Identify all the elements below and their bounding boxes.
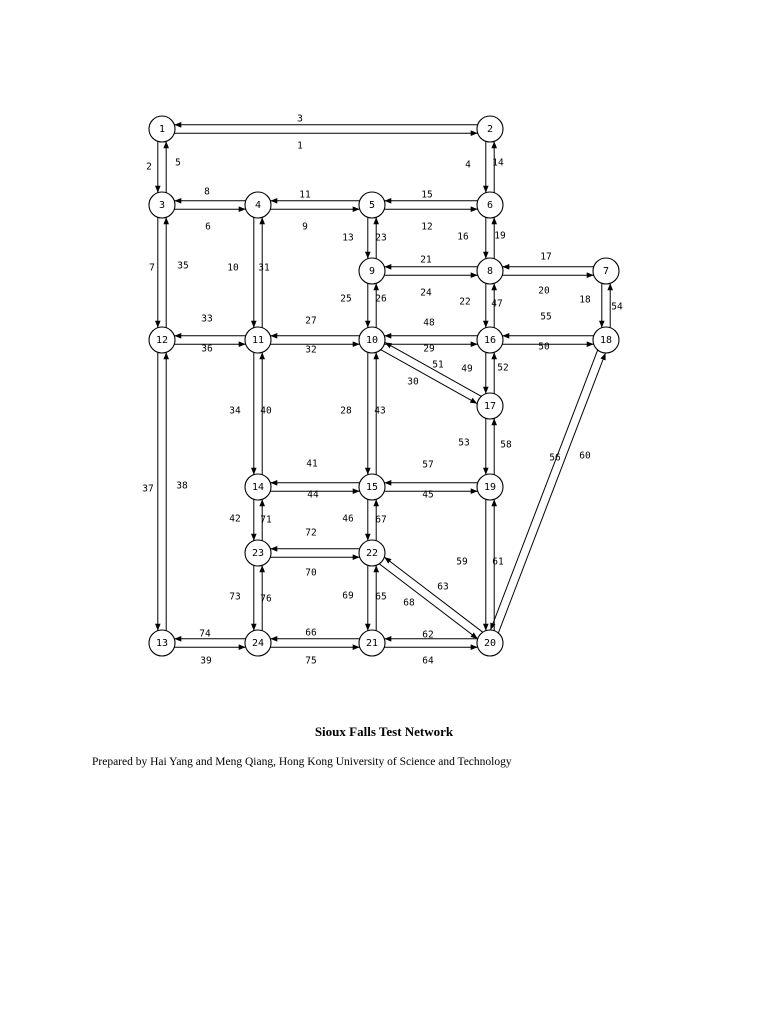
link-34-label: 34: [229, 405, 241, 417]
link-54-label: 54: [611, 301, 623, 313]
node-2: [477, 116, 503, 142]
link-12-label: 12: [421, 221, 433, 233]
link-15-label: 15: [421, 189, 433, 201]
node-3-label: 3: [158, 200, 166, 211]
link-62-label: 62: [422, 629, 434, 641]
link-33-label: 33: [201, 313, 213, 325]
link-55-label: 55: [540, 311, 552, 323]
link-35-label: 35: [177, 260, 189, 272]
link-60-arrow: [498, 353, 605, 633]
link-57-label: 57: [422, 459, 434, 471]
node-4: [245, 192, 271, 218]
node-1-label: 1: [158, 124, 166, 135]
node-9-label: 9: [368, 266, 376, 277]
link-70-label: 70: [305, 567, 317, 579]
link-65-label: 65: [375, 591, 387, 603]
node-20: [477, 630, 503, 656]
link-63-label: 63: [437, 581, 449, 593]
link-58-label: 58: [500, 439, 512, 451]
credit-line: Prepared by Hai Yang and Meng Qiang, Hong Kong University of Science and Technology: [92, 756, 512, 768]
link-19-label: 19: [494, 230, 506, 242]
link-74-label: 74: [199, 628, 211, 640]
node-5: [359, 192, 385, 218]
link-11-label: 11: [299, 189, 311, 201]
node-21: [359, 630, 385, 656]
link-5-label: 5: [175, 157, 181, 169]
node-24-label: 24: [251, 638, 265, 649]
link-71-label: 71: [260, 514, 272, 526]
link-39-label: 39: [200, 655, 212, 667]
link-59-label: 59: [456, 556, 468, 568]
link-38-label: 38: [176, 480, 188, 492]
node-20-label: 20: [483, 638, 497, 649]
link-26-label: 26: [375, 293, 387, 305]
node-23: [245, 540, 271, 566]
link-10-label: 10: [227, 262, 239, 274]
node-13: [149, 630, 175, 656]
node-16-label: 16: [483, 335, 497, 346]
link-56-label: 56: [549, 452, 561, 464]
diagram-title: Sioux Falls Test Network: [314, 724, 454, 739]
link-42-label: 42: [229, 513, 241, 525]
link-40-label: 40: [260, 405, 272, 417]
node-23-label: 23: [251, 548, 265, 559]
node-14-label: 14: [251, 482, 265, 493]
link-60-label: 60: [579, 450, 591, 462]
node-4-label: 4: [254, 200, 262, 211]
link-28-label: 28: [340, 405, 352, 417]
node-10-label: 10: [365, 335, 379, 346]
node-13-label: 13: [155, 638, 169, 649]
link-63-arrow: [384, 557, 482, 632]
link-68-arrow: [379, 564, 477, 639]
link-18-label: 18: [579, 294, 591, 306]
node-9: [359, 258, 385, 284]
link-31-label: 31: [258, 262, 270, 274]
node-24: [245, 630, 271, 656]
link-51-label: 51: [432, 359, 444, 371]
node-10: [359, 327, 385, 353]
link-67-label: 67: [375, 514, 387, 526]
node-18: [593, 327, 619, 353]
link-14-label: 14: [492, 157, 504, 169]
link-68-label: 68: [403, 597, 415, 609]
node-11-label: 11: [251, 335, 265, 346]
node-17: [477, 393, 503, 419]
link-72-label: 72: [305, 527, 317, 539]
link-2-label: 2: [146, 161, 152, 173]
link-61-label: 61: [492, 556, 504, 568]
link-29-label: 29: [423, 343, 435, 355]
link-66-label: 66: [305, 627, 317, 639]
link-46-label: 46: [342, 513, 354, 525]
link-49-label: 49: [461, 363, 473, 375]
node-6: [477, 192, 503, 218]
node-18-label: 18: [599, 335, 613, 346]
link-52-label: 52: [497, 362, 509, 374]
node-8-label: 8: [486, 266, 494, 277]
link-4-label: 4: [465, 159, 471, 171]
link-22-label: 22: [459, 296, 471, 308]
node-12: [149, 327, 175, 353]
node-7-label: 7: [602, 266, 610, 277]
link-1-label: 1: [297, 140, 303, 152]
node-16: [477, 327, 503, 353]
node-1: [149, 116, 175, 142]
link-47-label: 47: [491, 298, 503, 310]
node-15-label: 15: [365, 482, 379, 493]
node-19: [477, 474, 503, 500]
link-25-label: 25: [340, 293, 352, 305]
link-53-label: 53: [458, 437, 470, 449]
link-24-label: 24: [420, 287, 432, 299]
node-3: [149, 192, 175, 218]
link-20-label: 20: [538, 285, 550, 297]
link-17-label: 17: [540, 251, 552, 263]
link-8-label: 8: [204, 186, 210, 198]
link-labels-layer: [142, 114, 623, 667]
link-30-arrow: [381, 350, 478, 404]
node-17-label: 17: [483, 401, 497, 412]
link-7-label: 7: [149, 262, 155, 274]
node-8: [477, 258, 503, 284]
link-41-label: 41: [306, 458, 318, 470]
link-3-label: 3: [297, 113, 303, 125]
link-21-label: 21: [420, 254, 432, 266]
node-19-label: 19: [483, 482, 497, 493]
link-27-label: 27: [305, 315, 317, 327]
link-16-label: 16: [457, 231, 469, 243]
link-76-label: 76: [260, 593, 272, 605]
node-5-label: 5: [368, 200, 376, 211]
link-43-label: 43: [374, 405, 386, 417]
link-69-label: 69: [342, 590, 354, 602]
node-11: [245, 327, 271, 353]
node-22: [359, 540, 385, 566]
link-50-label: 50: [538, 341, 550, 353]
node-15: [359, 474, 385, 500]
link-6-label: 6: [205, 221, 211, 233]
link-56-arrow: [490, 350, 597, 630]
link-9-label: 9: [302, 221, 308, 233]
link-32-label: 32: [305, 344, 317, 356]
node-21-label: 21: [365, 638, 379, 649]
link-73-label: 73: [229, 591, 241, 603]
nodes-layer: [149, 113, 619, 656]
node-7: [593, 258, 619, 284]
link-37-label: 37: [142, 483, 154, 495]
link-30-label: 30: [407, 376, 419, 388]
link-75-label: 75: [305, 655, 317, 667]
node-14: [245, 474, 271, 500]
link-48-label: 48: [423, 317, 435, 329]
link-64-label: 64: [422, 655, 434, 667]
link-13-label: 13: [342, 232, 354, 244]
node-2-label: 2: [486, 124, 494, 135]
node-6-label: 6: [486, 200, 494, 211]
link-45-label: 45: [422, 489, 434, 501]
link-23-label: 23: [375, 232, 387, 244]
link-36-label: 36: [201, 343, 213, 355]
node-22-label: 22: [365, 548, 379, 559]
node-12-label: 12: [155, 335, 169, 346]
link-44-label: 44: [307, 489, 319, 501]
